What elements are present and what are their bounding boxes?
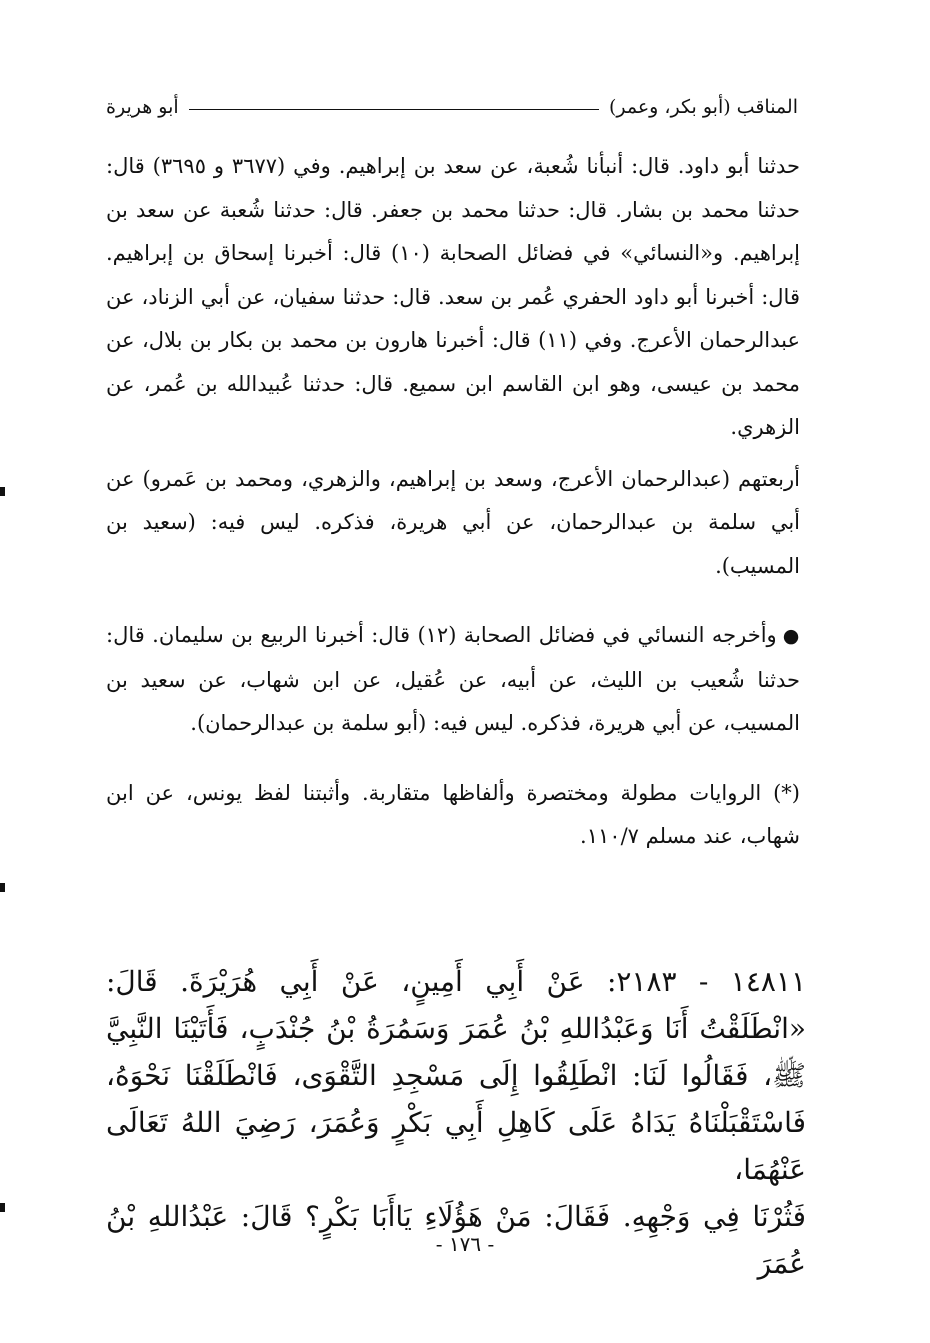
footnote: (*) الروايات مطولة ومختصرة وألفاظها متقاربة. وأثبتنا لفظ يونس، عن ابن شهاب، عند مسلم ١١٠/٧. — [106, 780, 800, 848]
main-text — [106, 145, 800, 859]
hadith-line: ﷺ، فَقَالُوا لَنَا: انْطَلِقُوا إِلَى مَسْجِدِ التَّقْوَى، فَانْطَلَقْنَا نَحْوَهُ، — [106, 1059, 806, 1092]
summary-paragraph: أربعتهم (عبدالرحمان الأعرج، وسعد بن إبراهيم، والزهري، ومحمد بن عَمرو) عن أبي سلمة بن عبدالرحمان، عن أبي هريرة، فذكره. ليس فيه: (سعيد بن المسيب). — [106, 466, 800, 578]
hadith-line: «انْطَلَقْتُ أَنَا وَعَبْدُاللهِ بْنُ عُمَرَ وَسَمُرَةُ بْنُ جُنْدَبٍ، فَأَتَيْنَا النَّبِيَّ — [106, 1012, 806, 1045]
hadith-line: فَثُرْنَا فِي وَجْهِهِ. فَقَالَ: مَنْ هَؤُلَاءِ يَاأَبَا بَكْرٍ؟ قَالَ: عَبْدُاللهِ بْنُ عُمَرَ — [106, 1200, 806, 1280]
header-subject: أبو هريرة — [106, 96, 179, 118]
bullet-paragraph-text: وأخرجه النسائي في فضائل الصحابة (١٢) قال: أخبرنا الربيع بن سليمان. قال: حدثنا شُعيب بن الليث، عن أبيه، عن عُقيل، عن ابن شهاب، عن سعيد بن المسيب، عن أبي هريرة، فذكره. ليس فيه: (أبو سلمة بن عبدالرحمان). — [106, 623, 801, 735]
scan-edge-mark — [0, 1203, 5, 1212]
running-header — [106, 92, 798, 122]
hadith-line: ١٤٨١١ - ٢١٨٣: عَنْ أَبِي أَمِينٍ، عَنْ أَبِي هُرَيْرَةَ. قَالَ: — [106, 965, 806, 998]
header-rule — [189, 109, 599, 110]
isnad-paragraph: حدثنا أبو داود. قال: أنبأنا شُعبة، عن سعد بن إبراهيم. وفي (٣٦٧٧ و ٣٦٩٥) قال: حدثنا محمد بن بشار. قال: حدثنا محمد بن جعفر. قال: حدثنا شُعبة عن سعد بن إبراهيم. و«النسائي» في فضائل الصحابة (١٠) قال: أخبرنا إسحاق بن إبراهيم. قال: أخبرنا أبو داود الحفري عُمر بن سعد. قال: حدثنا سفيان، عن أبي الزناد، عن عبدالرحمان الأعرج. وفي (١١) قال: أخبرنا هارون بن محمد بن بكار بن بلال، عن محمد بن عيسى، وهو ابن القاسم ابن سميع. قال: حدثنا عُبيدالله بن عُمر، عن الزهري. — [106, 154, 800, 439]
scan-edge-mark — [0, 487, 5, 496]
bullet-paragraph — [106, 614, 800, 746]
hadith-line: فَاسْتَقْبَلْنَاهُ يَدَاهُ عَلَى كَاهِلِ أَبِي بَكْرٍ وَعُمَرَ، رَضِيَ اللهُ تَعَالَى عَنْهُمَا، — [106, 1106, 806, 1186]
scan-edge-mark — [0, 883, 5, 892]
bullet-icon: ● — [782, 625, 800, 647]
page-number: - ١٧٦ - — [435, 1232, 495, 1256]
header-section-title: المناقب (أبو بكر، وعمر) — [608, 96, 798, 118]
